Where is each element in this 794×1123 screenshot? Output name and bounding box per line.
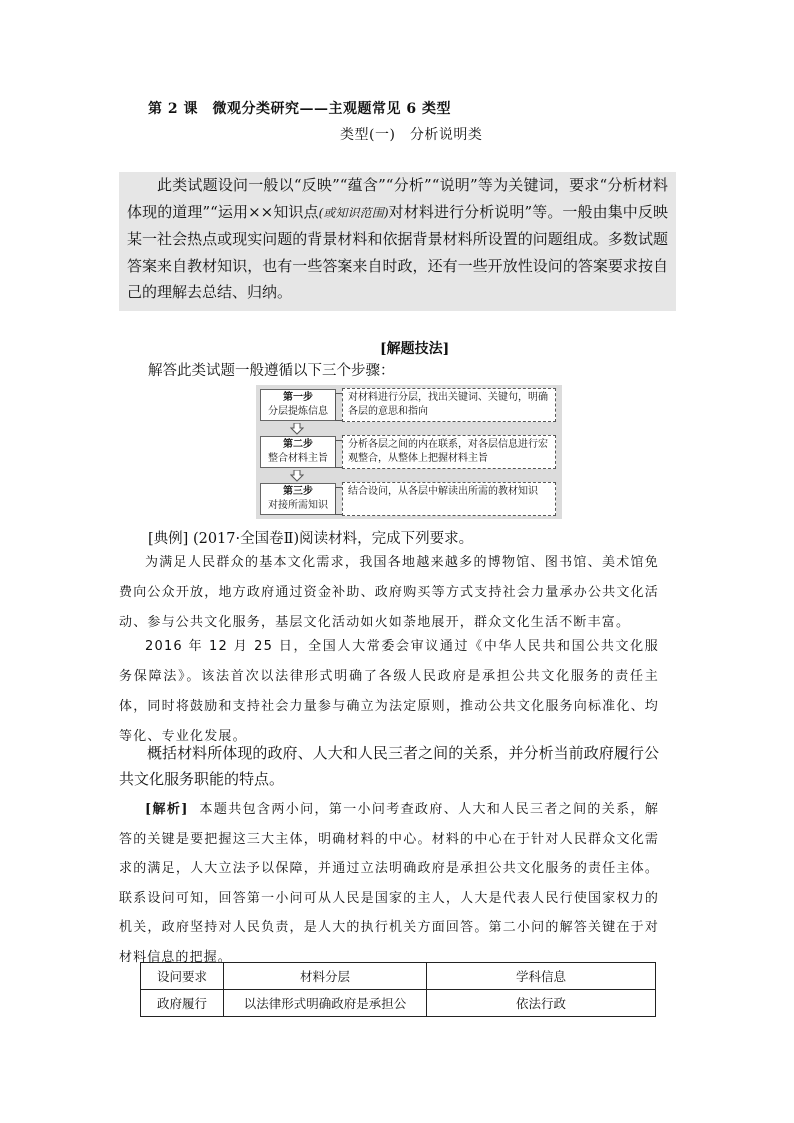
down-arrow-icon [290, 470, 304, 482]
table-row [141, 990, 656, 1017]
table-header: 材料分层 [224, 963, 427, 990]
step-1-name: 分层提炼信息 [268, 406, 328, 417]
question-text: 概括材料所体现的政府、人大和人民三者之间的关系，并分析当前政府履行公共文化服务职能的特点。 [119, 744, 659, 788]
steps-flowchart [256, 385, 562, 519]
analysis-text: 本题共包含两小问，第一小问考查政府、人大和人民三者之间的关系，解答的关键是要把握这三大主体，明确材料的中心。材料的中心在于针对人民群众文化需求的满足，人大立法予以保障，并通过立法明确政府是承担公共文化服务的责任主体。联系设问可知，回答第一小问可从人民是国家的主人，人大是代表人民行使国家权力的机关，政府坚持对人民负责，是人大的执行机关方面回答。第二小问的解答关键在于对材料信息的把握。 [119, 802, 660, 965]
step-1-box [260, 389, 336, 421]
table-header: 学科信息 [427, 963, 656, 990]
info-table [140, 962, 656, 1017]
step-1-number: 第一步 [283, 392, 313, 403]
step-3-box [260, 483, 336, 515]
step-3-desc: 结合设问，从各层中解读出所需的教材知识 [342, 482, 556, 516]
down-arrow-icon [290, 423, 304, 435]
step-3-name: 对接所需知识 [268, 500, 328, 511]
intro-part1: 此类试题设问一般以“反映”“蕴含”“分析”“说明”等为关键词，要求“分析材料体现的道理”“运用××知识点 [127, 176, 668, 221]
intro-part2: (或知识范围) [318, 205, 389, 220]
type-title: 类型(一) 分析说明类 [340, 127, 483, 143]
material-paragraph-1: 为满足人民群众的基本文化需求，我国各地越来越多的博物馆、图书馆、美术馆免费向公众开放，地方政府通过资金补助、政府购买等方式支持社会力量承办公共文化活动、参与公共文化服务，基层文化活动如火如荼地展开，群众文化生活不断丰富。 [119, 555, 659, 630]
step-2-desc: 分析各层之间的内在联系，对各层信息进行宏观整合，从整体上把握材料主旨 [342, 435, 556, 469]
step-3-number: 第三步 [283, 486, 313, 497]
table-cell: 政府履行 [141, 990, 224, 1017]
lesson-title: 第 2 课 微观分类研究——主观题常见 6 类型 [148, 101, 451, 117]
material-paragraph-2: 2016 年 12 月 25 日，全国人大常委会审议通过《中华人民共和国公共文化服务保障法》。该法首次以法律形式明确了各级人民政府是承担公共文化服务的责任主体，同时将鼓励和支持社会力量参与确立为法定原则，推动公共文化服务向标准化、均等化、专业化发展。 [119, 639, 659, 744]
intro-paragraph [119, 172, 676, 306]
example-source: (2017·全国卷Ⅱ)阅读材料，完成下列要求。 [192, 531, 474, 547]
table-header: 设问要求 [141, 963, 224, 990]
table-header-row [141, 963, 656, 990]
table-cell: 依法行政 [427, 990, 656, 1017]
method-heading: [解题技法] [380, 341, 450, 357]
analysis-tag: [解析] [145, 802, 189, 817]
step-1-desc: 对材料进行分层，找出关键词、关键句，明确各层的意思和指向 [342, 388, 556, 422]
steps-lead: 解答此类试题一般遵循以下三个步骤： [148, 363, 395, 379]
intro-part3: 对材料进行分析说明”等。一般由集中反映某一社会热点或现实问题的背景材料和依据背景材料所设置的问题组成。多数试题答案来自教材知识，也有一些答案来自时政，还有一些开放性设问的答案要求按自己的理解去总结、归纳。 [127, 202, 668, 301]
step-2-number: 第二步 [283, 439, 313, 450]
example-label: [典例] [148, 531, 189, 547]
example-heading [148, 527, 473, 548]
analysis-paragraph [119, 795, 659, 972]
step-2-box [260, 436, 336, 468]
step-2-name: 整合材料主旨 [268, 453, 328, 464]
table-cell: 以法律形式明确政府是承担公 [224, 990, 427, 1017]
